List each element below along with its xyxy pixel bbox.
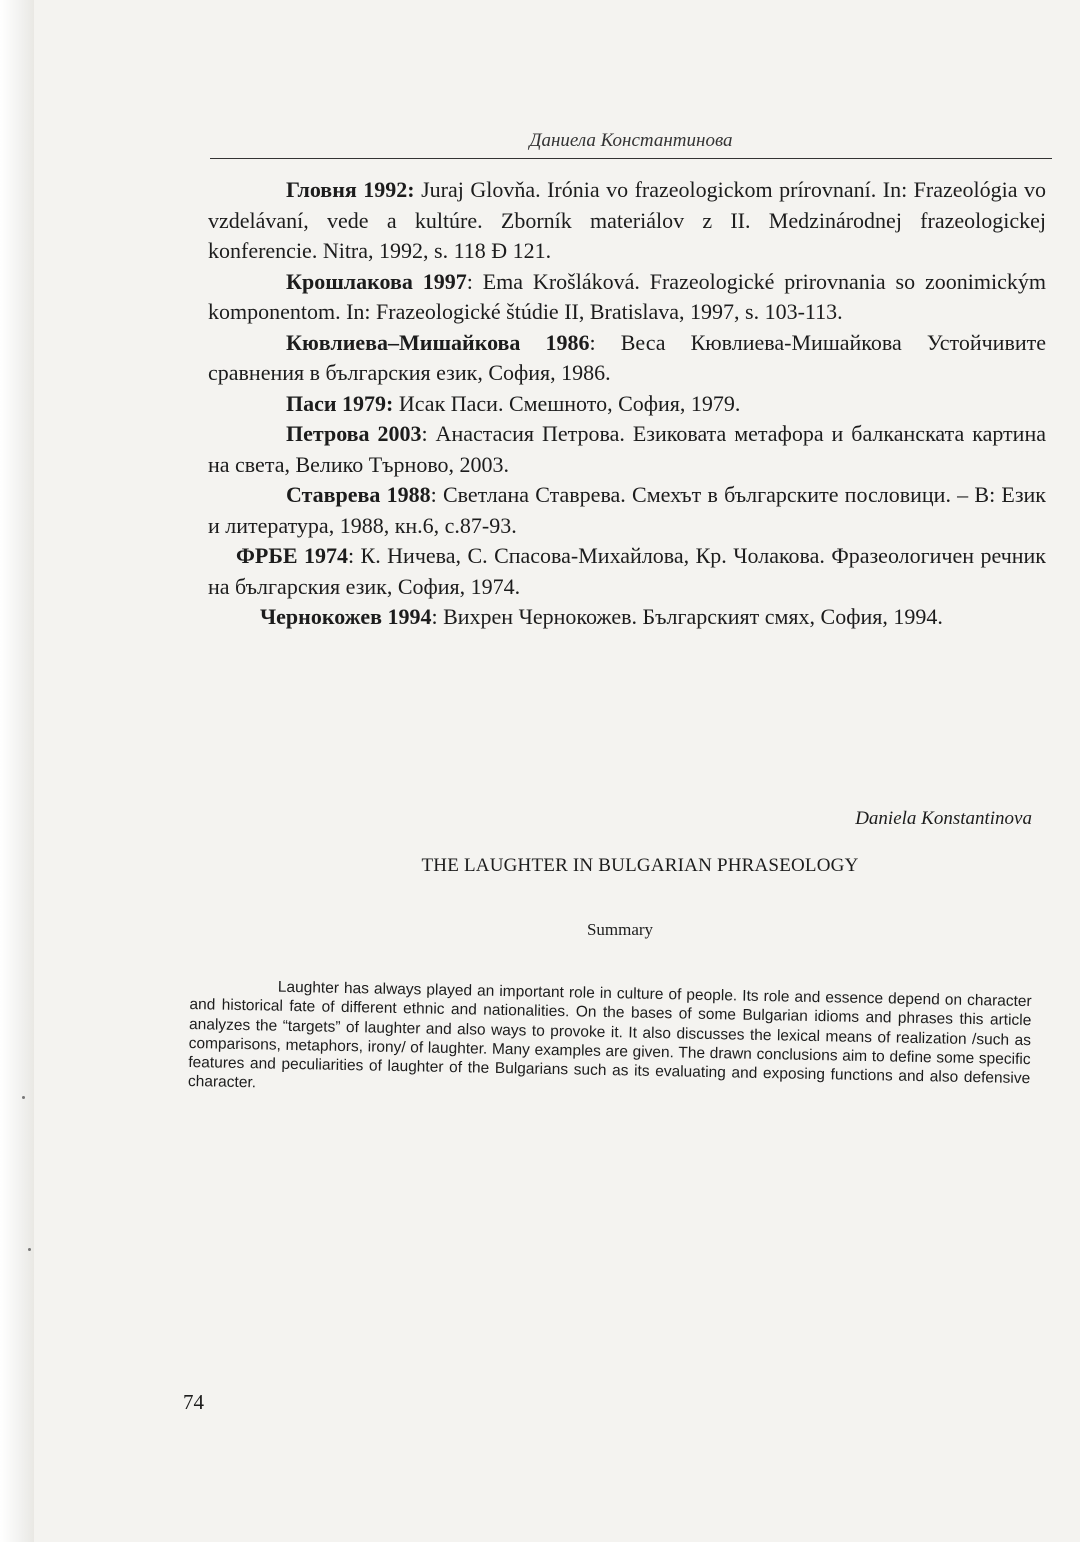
reference-text: Исак Паси. Смешното, София, 1979.: [393, 390, 741, 416]
summary-heading: Summary: [586, 920, 654, 939]
article-title: THE LAUGHTER IN BULGARIAN PHRASEOLOGY: [421, 855, 859, 876]
reference-text: Juraj Glovňa. Irónia vo frazeologickom prírovnaní. In: Frazeológia vo vzdelávaní, vede a kultúre. Zborník materiálov z II. Medzinárodnej frazeologickej konferencie. Nitra, 1992, s. 118 Ð 121.: [208, 177, 1046, 263]
reference-entry: [208, 419, 1046, 480]
reference-text: : Светлана Ставрева. Смехът в българските пословици. – В: Език и литература, 1988, кн.6, с.87-93.: [208, 482, 1046, 538]
reference-text: : Вихрен Чернокожев. Българският смях, София, 1994.: [431, 604, 943, 629]
page-number: 74: [183, 1390, 204, 1414]
page-gutter: [0, 0, 34, 1542]
reference-text: : Веса Кювлиева-Мишайкова Устойчивите сравнения в българския език, София, 1986.: [208, 329, 1046, 385]
scan-speck: [22, 1096, 25, 1099]
references-list: [208, 175, 1046, 633]
reference-entry: [208, 175, 1046, 267]
reference-key: Кювлиева–Мишайкова 1986: [286, 329, 590, 355]
reference-key: Петрова 2003: [286, 421, 422, 446]
reference-text: : Ema Krošláková. Frazeologické prirovnania so zoonimickým komponentom. In: Frazeologické štúdie II, Bratislava, 1997, s. 103-113.: [208, 268, 1046, 324]
reference-key: Чернокожев 1994: [260, 604, 432, 629]
scan-speck: [28, 1248, 31, 1251]
reference-entry: [208, 480, 1046, 541]
reference-text: : Анастасия Петрова. Езиковата метафора и балканската картина на света, Велико Търново, 2003.: [208, 421, 1046, 477]
reference-entry: [208, 541, 1046, 602]
running-head-author: Даниела Константинова: [529, 130, 733, 151]
reference-text: : К. Ничева, С. Спасова-Михайлова, Кр. Чолакова. Фразеологичен речник на българския език, София, 1974.: [208, 543, 1046, 599]
reference-key: Ставрева 1988: [286, 482, 431, 507]
reference-key: Гловня 1992:: [286, 177, 415, 202]
summary-author: Daniela Konstantinova: [855, 808, 1032, 829]
reference-key: Крошлакова 1997: [286, 268, 467, 294]
reference-key: Паси 1979:: [286, 390, 394, 416]
reference-entry: [208, 328, 1046, 389]
reference-entry: [208, 602, 1046, 633]
summary-paragraph: Laughter has always played an important role in culture of people. Its role and essence depend on character and historical fate of different ethnic and nationalities. On the bases of some Bulgarian idioms and phrases this article analyzes the “targets” of laughter and also ways to provoke it. It also discusses the lexical means of realization /such as comparisons, metaphors, irony/ of laughter. Many examples are given. The drawn conclusions aim to define some specific features and peculiarities of laughter of the Bulgarians such as its evaluating and exposing functions and also defensive character.: [187, 978, 1032, 1092]
reference-entry: [208, 389, 1046, 420]
reference-entry: [208, 267, 1046, 328]
running-header: [210, 124, 1052, 159]
reference-key: ФРБЕ 1974: [236, 543, 348, 568]
